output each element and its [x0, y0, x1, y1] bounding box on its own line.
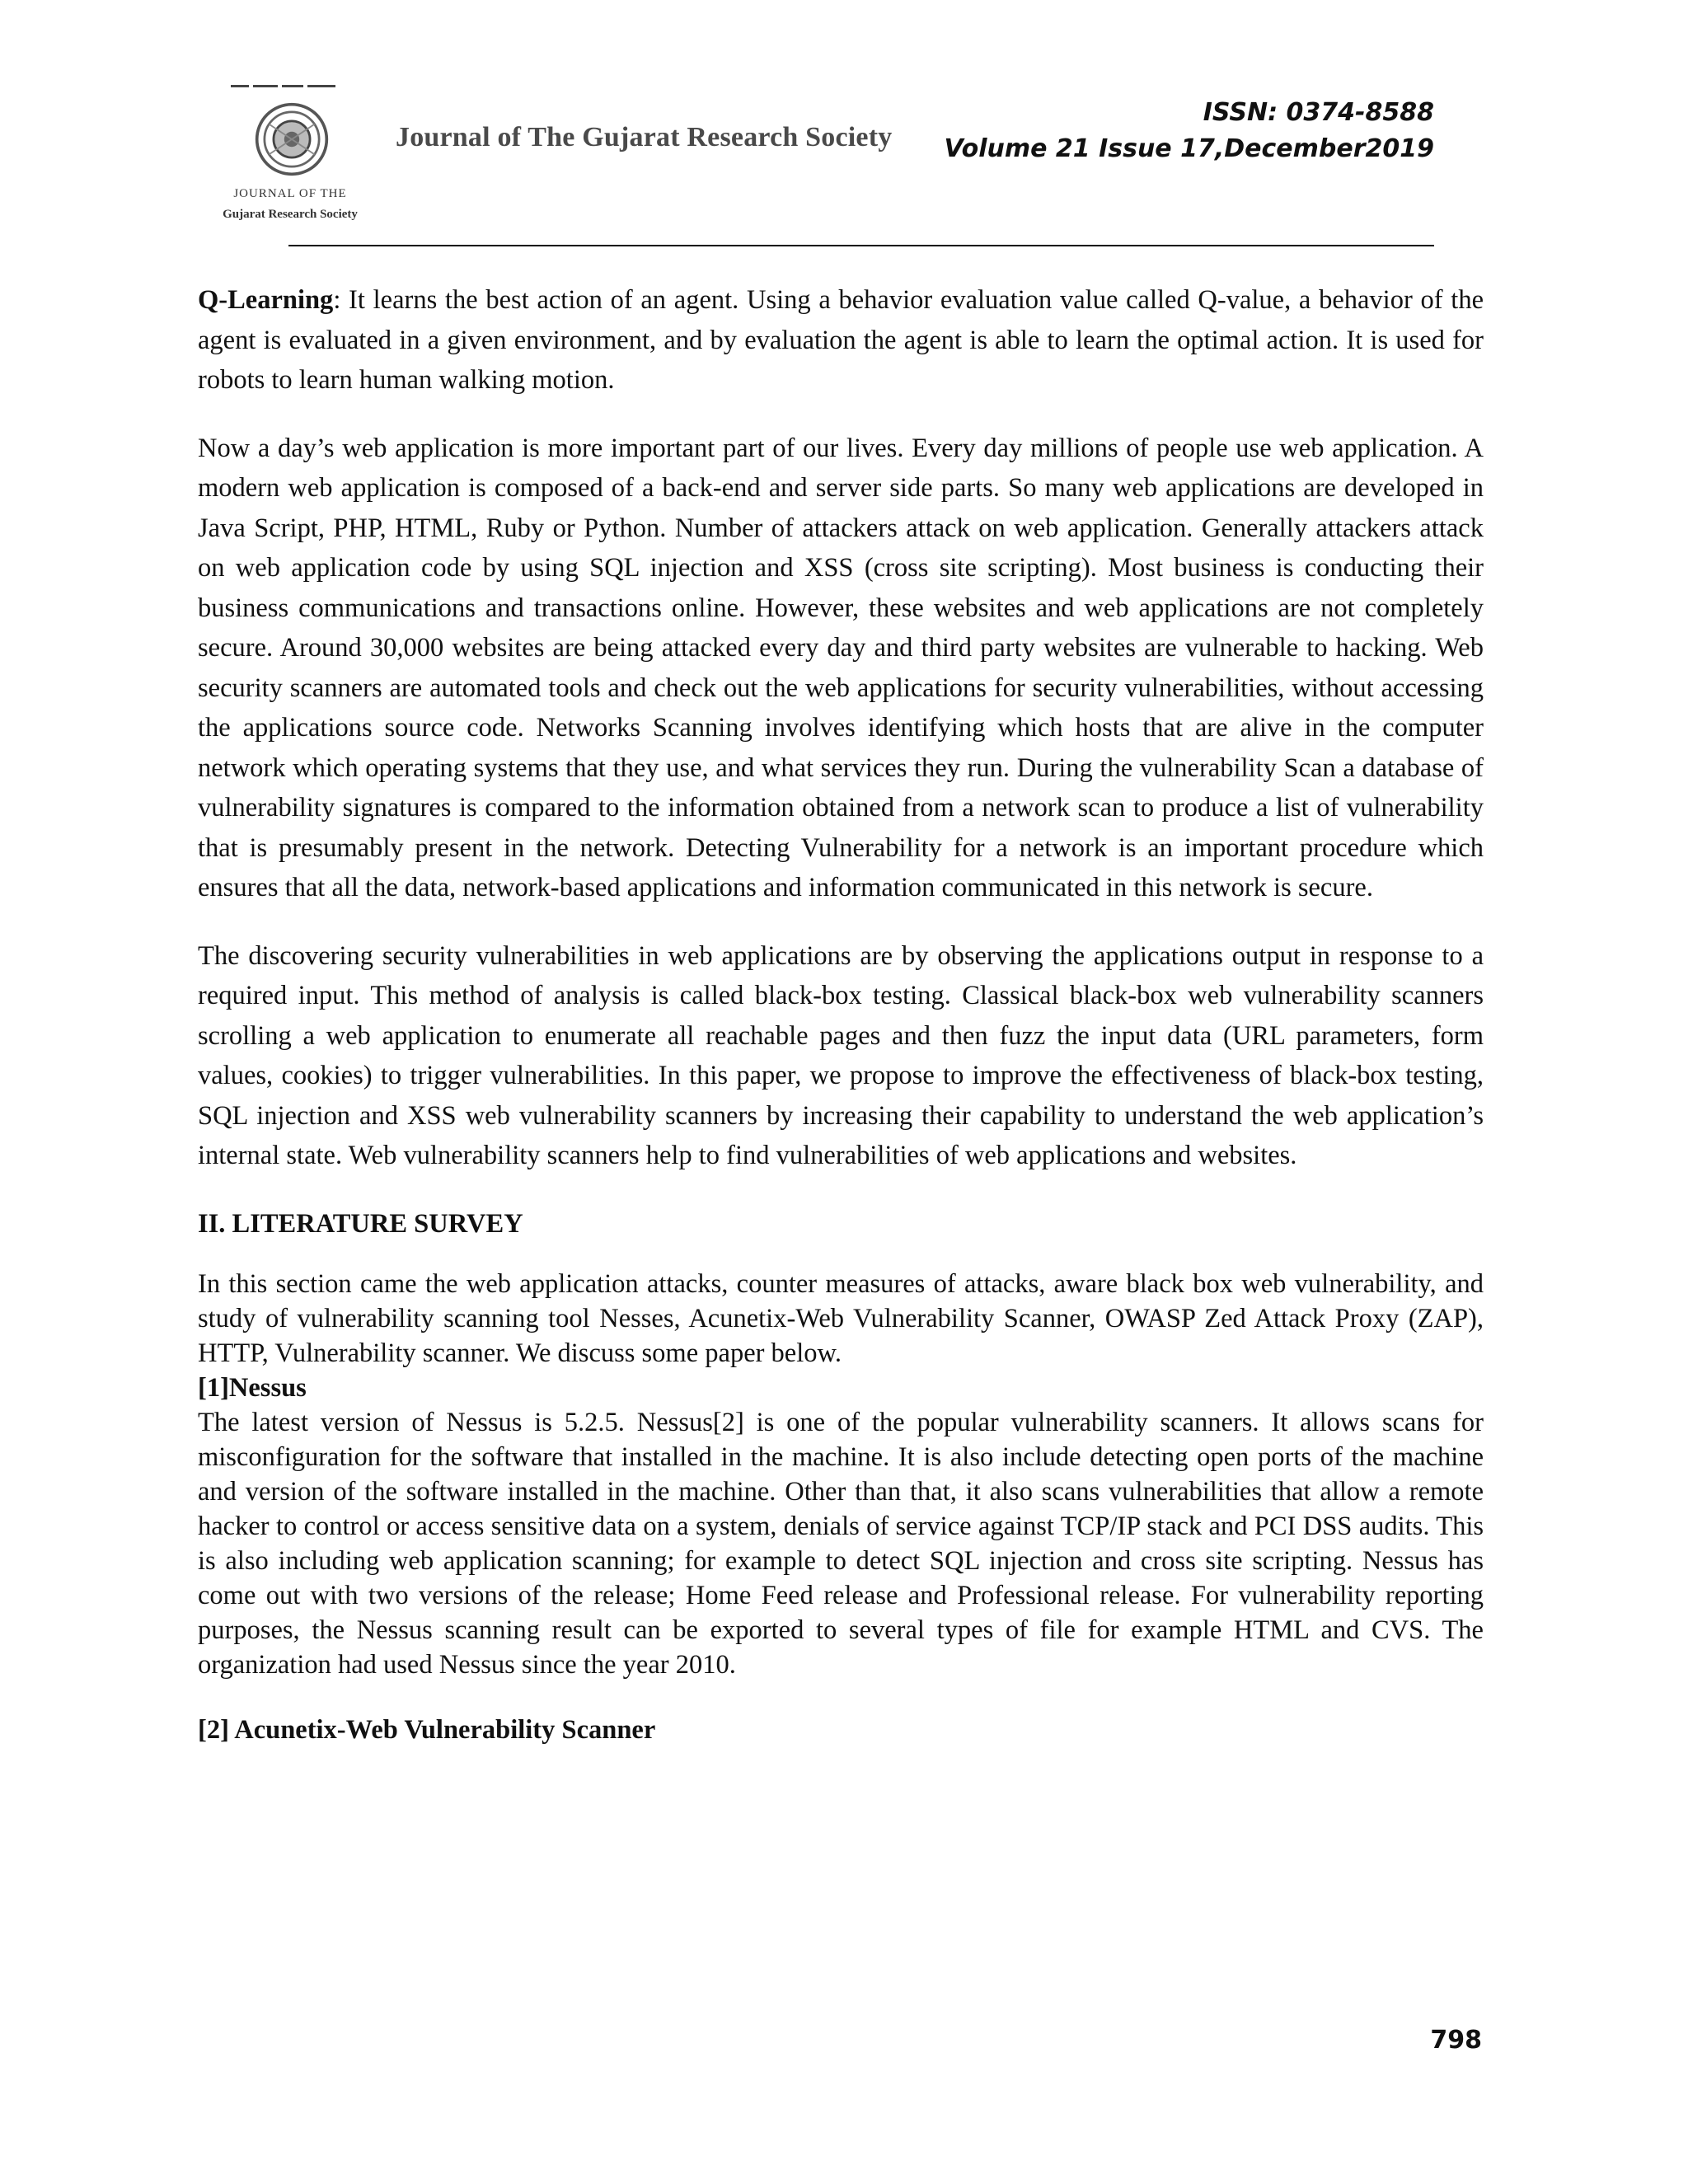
paragraph-black-box-testing: The discovering security vulnerabilities in web applications are by observing the applications output in response to a required input. This method of analysis is called black-box testing. Classical black-box web vulnerability scanners scrolling a web application to enumerate all reachable pages and then fuzz the input data (URL parameters, form values, cookies) to trigger vulnerabilities. In this paper, we propose to improve the effectiveness of black-box testing, SQL injection and XSS web vulnerability scanners by increasing their capability to understand the web application’s internal state. Web vulnerability scanners help to find vulnerabilities of web applications and websites.	[198, 940, 1484, 1170]
logo-caption	[216, 187, 364, 222]
issn-number: ISSN: 0374-8588	[1203, 98, 1434, 127]
paragraph-survey-intro: In this section came the web application attacks, counter measures of attacks, aware black box web vulnerability, and study of vulnerability scanning tool Nesses, Acunetix-Web Vulnerability Scanner, OWASP Zed Attack Proxy (ZAP), HTTP, Vulnerability scanner. We discuss some paper below.	[198, 1268, 1484, 1368]
logo-top-text	[231, 78, 363, 90]
paragraph-q-learning	[198, 280, 1484, 401]
seal-icon	[254, 101, 330, 177]
paragraph-web-applications: Now a day’s web application is more important part of our lives. Every day millions of people use web application. A modern web application is composed of a back-end and server side parts. So many web applications are developed in Java Script, PHP, HTML, Ruby or Python. Number of attackers attack on web application. Generally attackers attack on web application code by using SQL injection and XSS (cross site scripting). Most business is conducting their business communications and transactions online. However, these websites and web applications are not completely secure. Around 30,000 websites are being attacked every day and third party websites are vulnerable to hacking. Web security scanners are automated tools and check out the web applications for security vulnerabilities, without accessing the applications source code. Networks Scanning involves identifying which hosts that are alive in the computer network which operating systems that they use, and what services they run. During the vulnerability Scan a database of vulnerability signatures is compared to the information obtained from a network scan to produce a list of vulnerability that is presumably present in the network. Detecting Vulnerability for a network is an important procedure which ensures that all the data, network-based applications and information communicated in this network is secure.	[198, 433, 1484, 902]
subheading-nessus: [1]Nessus	[198, 1372, 307, 1403]
volume-issue: Volume 21 Issue 17,December2019	[944, 134, 1434, 163]
logo-caption-line1: JOURNAL OF THE	[233, 187, 347, 200]
article-body	[198, 280, 1484, 1750]
header-divider	[288, 245, 1434, 246]
page-header	[198, 58, 1484, 247]
logo-caption-line2: Gujarat Research Society	[223, 208, 358, 221]
paragraph-nessus: The latest version of Nessus is 5.2.5. Nessus[2] is one of the popular vulnerability scanners. It allows scans for misconfiguration for the software that installed in the machine. It is also include detecting open ports of the machine and version of the software installed in the machine. Other than that, it also scans vulnerabilities that allow a remote hacker to control or access sensitive data on a system, denials of service against TCP/IP stack and PCI DSS audits. This is also including web application scanning; for example to detect SQL injection and cross site scripting. Nessus has come out with two versions of the release; Home Feed release and Professional release. For vulnerability reporting purposes, the Nessus scanning result can be exported to several types of file for example HTML and CVS. The organization had used Nessus since the year 2010.	[198, 1407, 1484, 1680]
journal-title: Journal of The Gujarat Research Society	[396, 122, 893, 152]
term-q-learning: Q-Learning	[198, 285, 334, 315]
subheading-acunetix: [2] Acunetix-Web Vulnerability Scanner	[198, 1714, 656, 1745]
q-learning-text: : It learns the best action of an agent. Using a behavior evaluation value called Q-value, a behavior of the agent is evaluated in a given environment, and by evaluation the agent is able to learn the optimal action. It is used for robots to learn human walking motion.	[198, 285, 1484, 395]
issn-block	[945, 95, 1434, 167]
page-number: 798	[1430, 2026, 1482, 2055]
section-heading-literature-survey: II. LITERATURE SURVEY	[198, 1208, 523, 1239]
journal-logo	[198, 78, 375, 247]
